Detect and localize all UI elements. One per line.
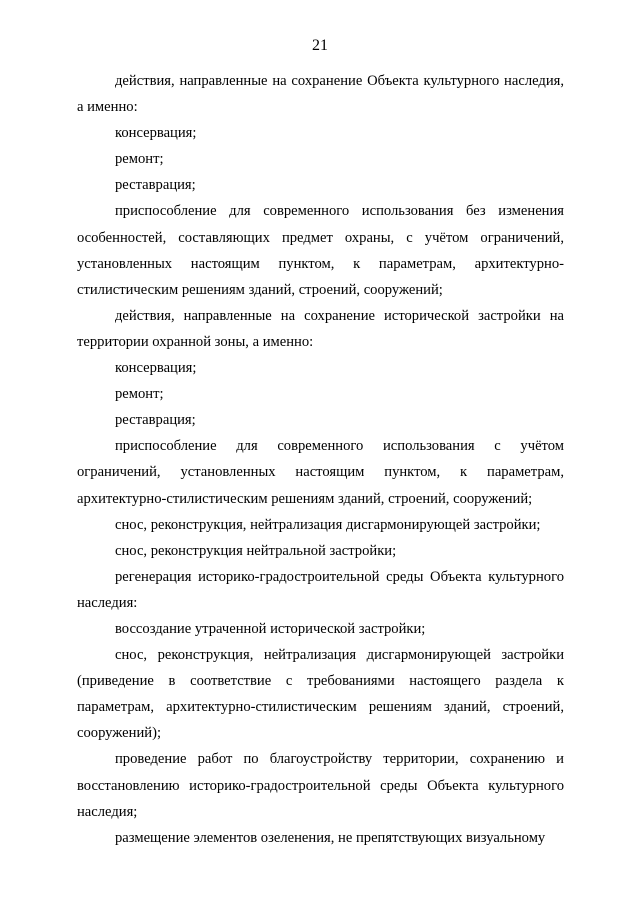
page-number: 21 [312,37,328,54]
list-item-repair: ремонт; [115,151,164,168]
paragraph-greenery: размещение элементов озеленения, не препятствующих визуальному [115,829,546,846]
paragraph-actions-object: действия, направленные на сохранение Объекта культурного наследия, а именно: [77,73,564,116]
list-item-restoration: реставрация; [115,412,196,429]
list-item-demolition-neutral: снос, реконструкция нейтральной застройки; [115,542,397,559]
list-item-recreation: воссоздание утраченной исторической застройки; [115,620,426,637]
paragraph-landscaping: проведение работ по благоустройству территории, сохранению и восстановлению историко-градостроительной среды Объекта культурного наследия; [77,751,564,820]
paragraph-adaptation-with-restrictions: приспособление для современного использования с учётом ограничений, установленных настоящим пунктом, к параметрам, архитектурно-стилистическим решениям зданий, строений, сооружений; [77,438,564,507]
list-item-repair: ремонт; [115,386,164,403]
paragraph-disharmonious-compliance: снос, реконструкция, нейтрализация дисгармонирующей застройки (приведение в соответствие с требованиями настоящего раздела к параметрам, архитектурно-стилистическим решениям зданий, строений, сооружений); [77,647,564,742]
list-item-restoration: реставрация; [115,177,196,194]
list-item-conservation: консервация; [115,360,197,377]
list-item-demolition-disharmonious: снос, реконструкция, нейтрализация дисгармонирующей застройки; [115,516,541,533]
paragraph-regeneration: регенерация историко-градостроительной среды Объекта культурного наследия: [77,568,564,611]
list-item-conservation: консервация; [115,125,197,142]
paragraph-adaptation-without-changes: приспособление для современного использования без изменения особенностей, составляющих предмет охраны, с учётом ограничений, установленных настоящим пунктом, к параметрам, архитектурно-стилистическим решениям зданий, строений, сооружений; [77,203,564,298]
document-body [77,68,564,851]
paragraph-actions-historic-buildings: действия, направленные на сохранение исторической застройки на территории охранной зоны, а именно: [77,307,564,350]
